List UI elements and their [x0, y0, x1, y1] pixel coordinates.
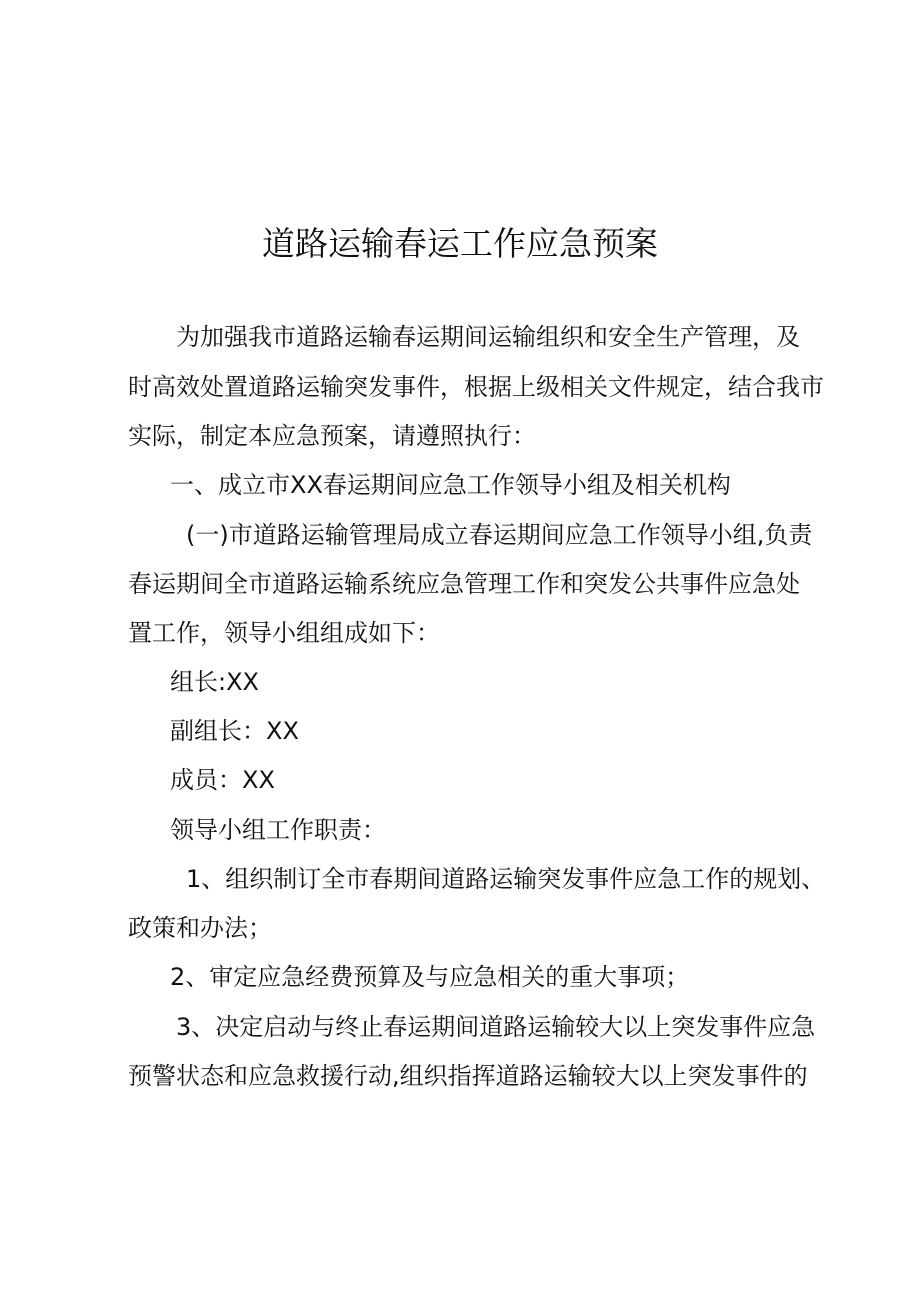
member-line: 副组长：XX	[170, 717, 299, 745]
paragraph-line: 为加强我市道路运输春运期间运输组织和安全生产管理，及	[176, 323, 800, 351]
paragraph-line: 春运期间全市道路运输系统应急管理工作和突发公共事件应急处	[128, 570, 800, 598]
member-line: 成员：XX	[170, 766, 275, 794]
paragraph-line: 置工作，领导小组组成如下：	[128, 619, 440, 647]
section-heading: 一、成立市XX春运期间应急工作领导小组及相关机构	[170, 471, 731, 499]
list-item: 3、决定启动与终止春运期间道路运输较大以上突发事件应急	[176, 1013, 816, 1041]
list-item-continuation: 预警状态和应急救援行动,组织指挥道路运输较大以上突发事件的	[128, 1062, 808, 1090]
list-item-continuation: 政策和办法；	[128, 914, 272, 942]
document-title: 道路运输春运工作应急预案	[262, 224, 658, 263]
paragraph-line: (一)市道路运输管理局成立春运期间应急工作领导小组,负责	[186, 521, 813, 549]
duties-heading: 领导小组工作职责：	[170, 816, 386, 844]
paragraph-line: 时高效处置道路运输突发事件，根据上级相关文件规定，结合我市	[128, 373, 824, 401]
list-item: 2、审定应急经费预算及与应急相关的重大事项；	[170, 963, 690, 991]
member-line: 组长:XX	[170, 668, 259, 696]
paragraph-line: 实际，制定本应急预案，请遵照执行：	[128, 422, 536, 450]
list-item: 1、组织制订全市春期间道路运输突发事件应急工作的规划、	[186, 865, 826, 893]
